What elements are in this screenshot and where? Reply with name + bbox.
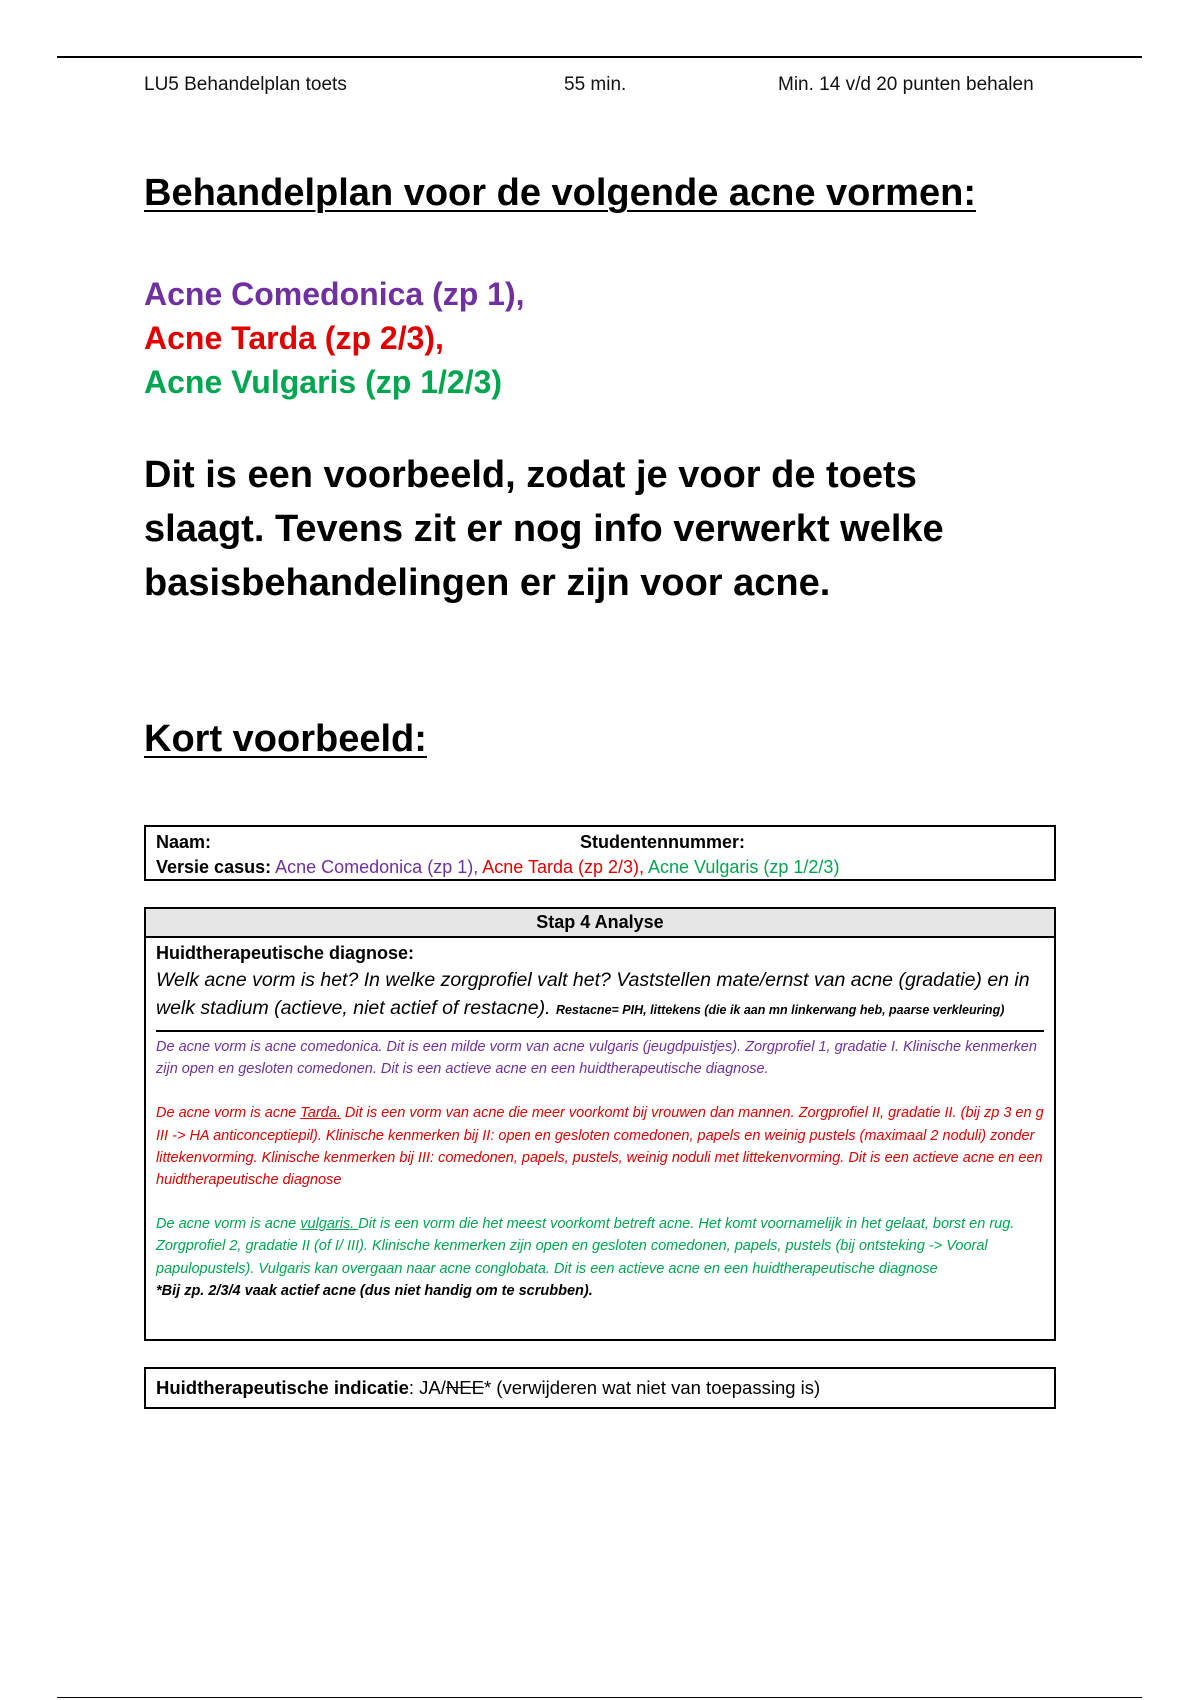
diagnosis-question: [156, 966, 1044, 1024]
header-requirement: Min. 14 v/d 20 punten behalen: [778, 74, 1034, 95]
indication-rest: * (verwijderen wat niet van toepassing is): [483, 1377, 821, 1398]
indication-sep: : JA/: [408, 1377, 446, 1398]
tarda-prefix: De acne vorm is acne: [156, 1105, 301, 1122]
tarda-word: Tarda.: [300, 1105, 341, 1122]
divider: [156, 1030, 1044, 1032]
section-title: Kort voorbeeld:: [144, 718, 427, 760]
indication-box: [144, 1367, 1056, 1409]
vulgaris-prefix: De acne vorm is acne: [156, 1216, 301, 1233]
question-text: Welk acne vorm is het? In welke zorgprofiel valt het? Vaststellen mate/ernst van acne (gradatie) en in welk stadium (actieve, niet actief of restacne).: [156, 969, 1030, 1019]
version-comedonica: Acne Comedonica (zp 1),: [275, 857, 479, 877]
vulgaris-answer: [156, 1213, 1044, 1280]
version-vulgaris: Acne Vulgaris (zp 1/2/3): [648, 857, 840, 877]
vulgaris-rest: Dit is een vorm die het meest voorkomt betreft acne. Het komt voornamelijk in het gelaat, borst en rug. Zorgprofiel 2, gradatie II (of I/ III). Klinische kenmerken zijn open en gesloten comedonen, papels, pustels (bij ontsteking -> Vooral papulopustels). Vulgaris kan overgaan naar acne conglobata. Dit is een actieve acne en een huidtherapeutische diagnose: [156, 1216, 1015, 1277]
case-info-box: [144, 825, 1056, 881]
header-course: LU5 Behandelplan toets: [144, 74, 347, 95]
tarda-rest: Dit is een vorm van acne die meer voorkomt bij vrouwen dan mannen. Zorgprofiel II, gradatie II. (bij zp 3 en g III -> HA anticonceptiepil). Klinische kenmerken bij II: open en gesloten comedonen, papels en weinig pustels (maximaal 2 noduli) zonder littekenvorming. Klinische kenmerken bij III: comedonen, papels, pustels, weinig noduli met littekenvorming. Dit is een actieve acne en een huidtherapeutische diagnose: [156, 1105, 1044, 1189]
footer-rule: [57, 1697, 1142, 1698]
tarda-answer: [156, 1102, 1044, 1191]
acne-type-comedonica: Acne Comedonica (zp 1),: [144, 276, 525, 312]
indication-struck-option: NEE: [445, 1377, 484, 1398]
question-note: Restacne= PIH, littekens (die ik aan mn linkerwang heb, paarse verkleuring): [555, 1003, 1005, 1017]
acne-type-list: [144, 272, 525, 404]
comedonica-answer: De acne vorm is acne comedonica. Dit is een milde vorm van acne vulgaris (jeugdpuistjes). Zorgprofiel 1, gradatie I. Klinische kenmerken zijn open en gesloten comedonen. Dit is een actieve acne en een huidtherapeutische diagnose.: [156, 1039, 1037, 1078]
intro-text: Dit is een voorbeeld, zodat je voor de toets slaagt. Tevens zit er nog info verwerkt welke basisbehandelingen er zijn voor acne.: [144, 454, 944, 604]
indication-label: Huidtherapeutische indicatie: [156, 1377, 409, 1398]
page-title: Behandelplan voor de volgende acne vormen:: [144, 172, 976, 214]
version-tarda: Acne Tarda (zp 2/3),: [482, 857, 644, 877]
name-label: Naam:: [156, 832, 212, 852]
diagnosis-label: Huidtherapeutische diagnose:: [156, 943, 415, 963]
vulgaris-word: vulgaris.: [300, 1216, 359, 1233]
acne-type-vulgaris: Acne Vulgaris (zp 1/2/3): [144, 364, 503, 400]
header-rule: [57, 56, 1142, 58]
acne-type-tarda: Acne Tarda (zp 2/3),: [144, 320, 444, 356]
student-number-label: Studentennummer:: [580, 832, 746, 852]
header-duration: 55 min.: [564, 74, 627, 95]
analysis-header: Stap 4 Analyse: [146, 909, 1054, 938]
version-label: Versie casus:: [156, 857, 272, 877]
analysis-box: [144, 907, 1056, 1341]
footnote: *Bij zp. 2/3/4 vaak actief acne (dus niet handig om te scrubben).: [156, 1282, 593, 1299]
